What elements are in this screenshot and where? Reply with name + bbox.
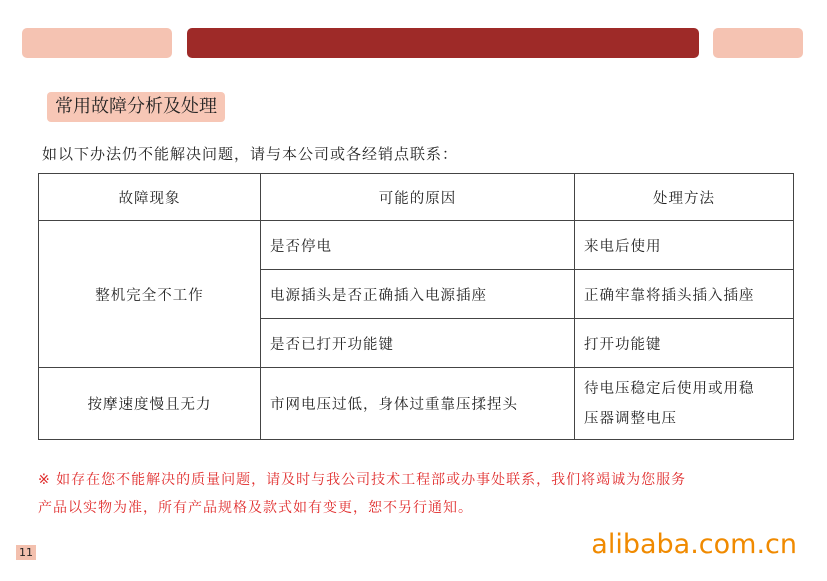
intro-text: 如以下办法仍不能解决问题，请与本公司或各经销点联系：	[42, 145, 459, 163]
cause-cell: 市网电压过低，身体过重靠压揉捏头	[261, 368, 575, 440]
solution-cell: 来电后使用	[575, 221, 794, 270]
watermark: alibaba.com.cn	[591, 529, 797, 560]
solution-cell	[575, 368, 794, 440]
cause-cell: 是否已打开功能键	[261, 319, 575, 368]
section-title: 常用故障分析及处理	[47, 92, 225, 122]
cause-cell: 电源插头是否正确插入电源插座	[261, 270, 575, 319]
symptom-cell: 整机完全不工作	[39, 221, 261, 368]
note-line: 产品以实物为准，所有产品规格及款式如有变更，恕不另行通知。	[38, 500, 473, 516]
table-header-row	[39, 174, 794, 221]
note-line: ※ 如存在您不能解决的质量问题，请及时与我公司技术工程部或办事处联系，我们将竭诚为您服务	[38, 472, 687, 488]
table-row	[39, 221, 794, 270]
cause-cell: 是否停电	[261, 221, 575, 270]
header-bar-center	[187, 28, 699, 58]
header-symptom: 故障现象	[39, 174, 261, 221]
solution-line: 待电压稳定后使用或用稳	[584, 380, 755, 397]
solution-line: 压器调整电压	[584, 410, 677, 427]
solution-cell: 正确牢靠将插头插入插座	[575, 270, 794, 319]
solution-cell: 打开功能键	[575, 319, 794, 368]
header-solution: 处理方法	[575, 174, 794, 221]
table-row	[39, 368, 794, 440]
header-cause: 可能的原因	[261, 174, 575, 221]
header-bar-left	[22, 28, 172, 58]
service-note	[38, 466, 686, 522]
header-bar-right	[713, 28, 803, 58]
fault-table	[38, 173, 794, 440]
page-number: 11	[16, 545, 36, 560]
symptom-cell: 按摩速度慢且无力	[39, 368, 261, 440]
